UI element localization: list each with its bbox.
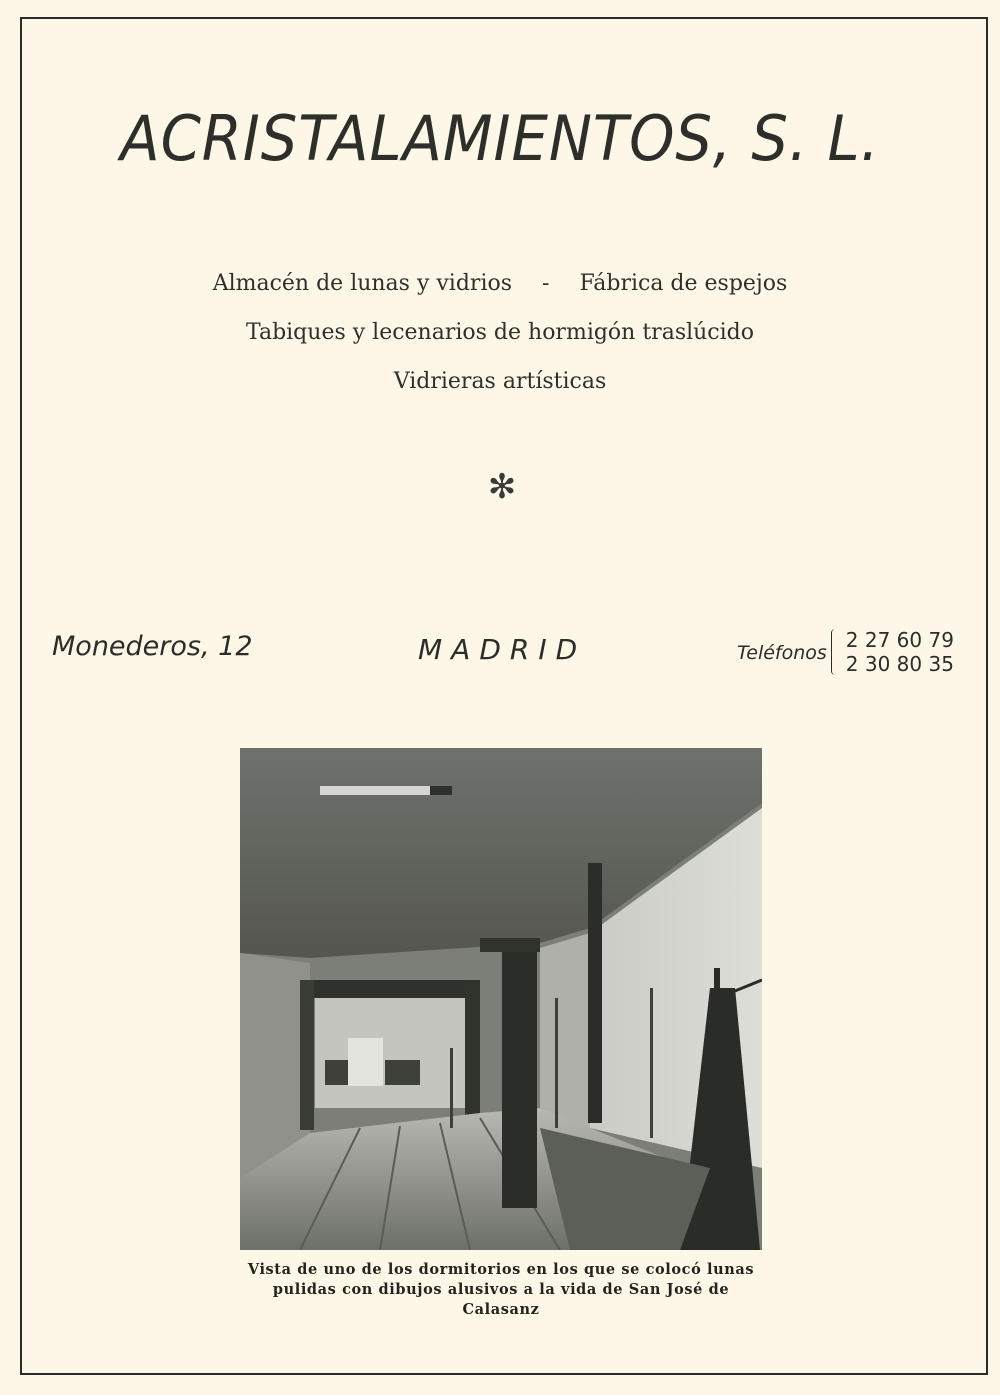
contact-row <box>0 625 1000 685</box>
phones-label: Teléfonos <box>737 642 827 664</box>
service-separator: - <box>542 271 550 296</box>
service-warehouse: Almacén de lunas y vidrios <box>212 271 513 296</box>
service-line-3: Vidrieras artísticas <box>393 369 607 394</box>
brace-icon <box>831 629 840 675</box>
service-mirror-factory: Fábrica de espejos <box>579 271 788 296</box>
city-name: MADRID <box>418 633 587 666</box>
phone-numbers <box>846 628 954 676</box>
phone-number-2: 2 30 80 35 <box>845 652 954 676</box>
phone-number-1: 2 27 60 79 <box>845 628 954 652</box>
phone-block <box>737 625 954 679</box>
street-address: Monederos, 12 <box>52 631 253 662</box>
company-name-heading: ACRISTALAMIENTOS, S. L. <box>120 102 880 175</box>
corridor-photo <box>240 748 762 1250</box>
service-line-2: Tabiques y lecenarios de hormigón traslúcido <box>245 320 754 345</box>
service-line-1 <box>0 266 1000 315</box>
services-list <box>0 266 1000 413</box>
photo-caption: Vista de uno de los dormitorios en los que se colocó lunas pulidas con dibujos alusivos a la vida de San José de Calasanz <box>247 1261 755 1318</box>
asterisk-ornament-icon: ✻ <box>487 467 517 507</box>
